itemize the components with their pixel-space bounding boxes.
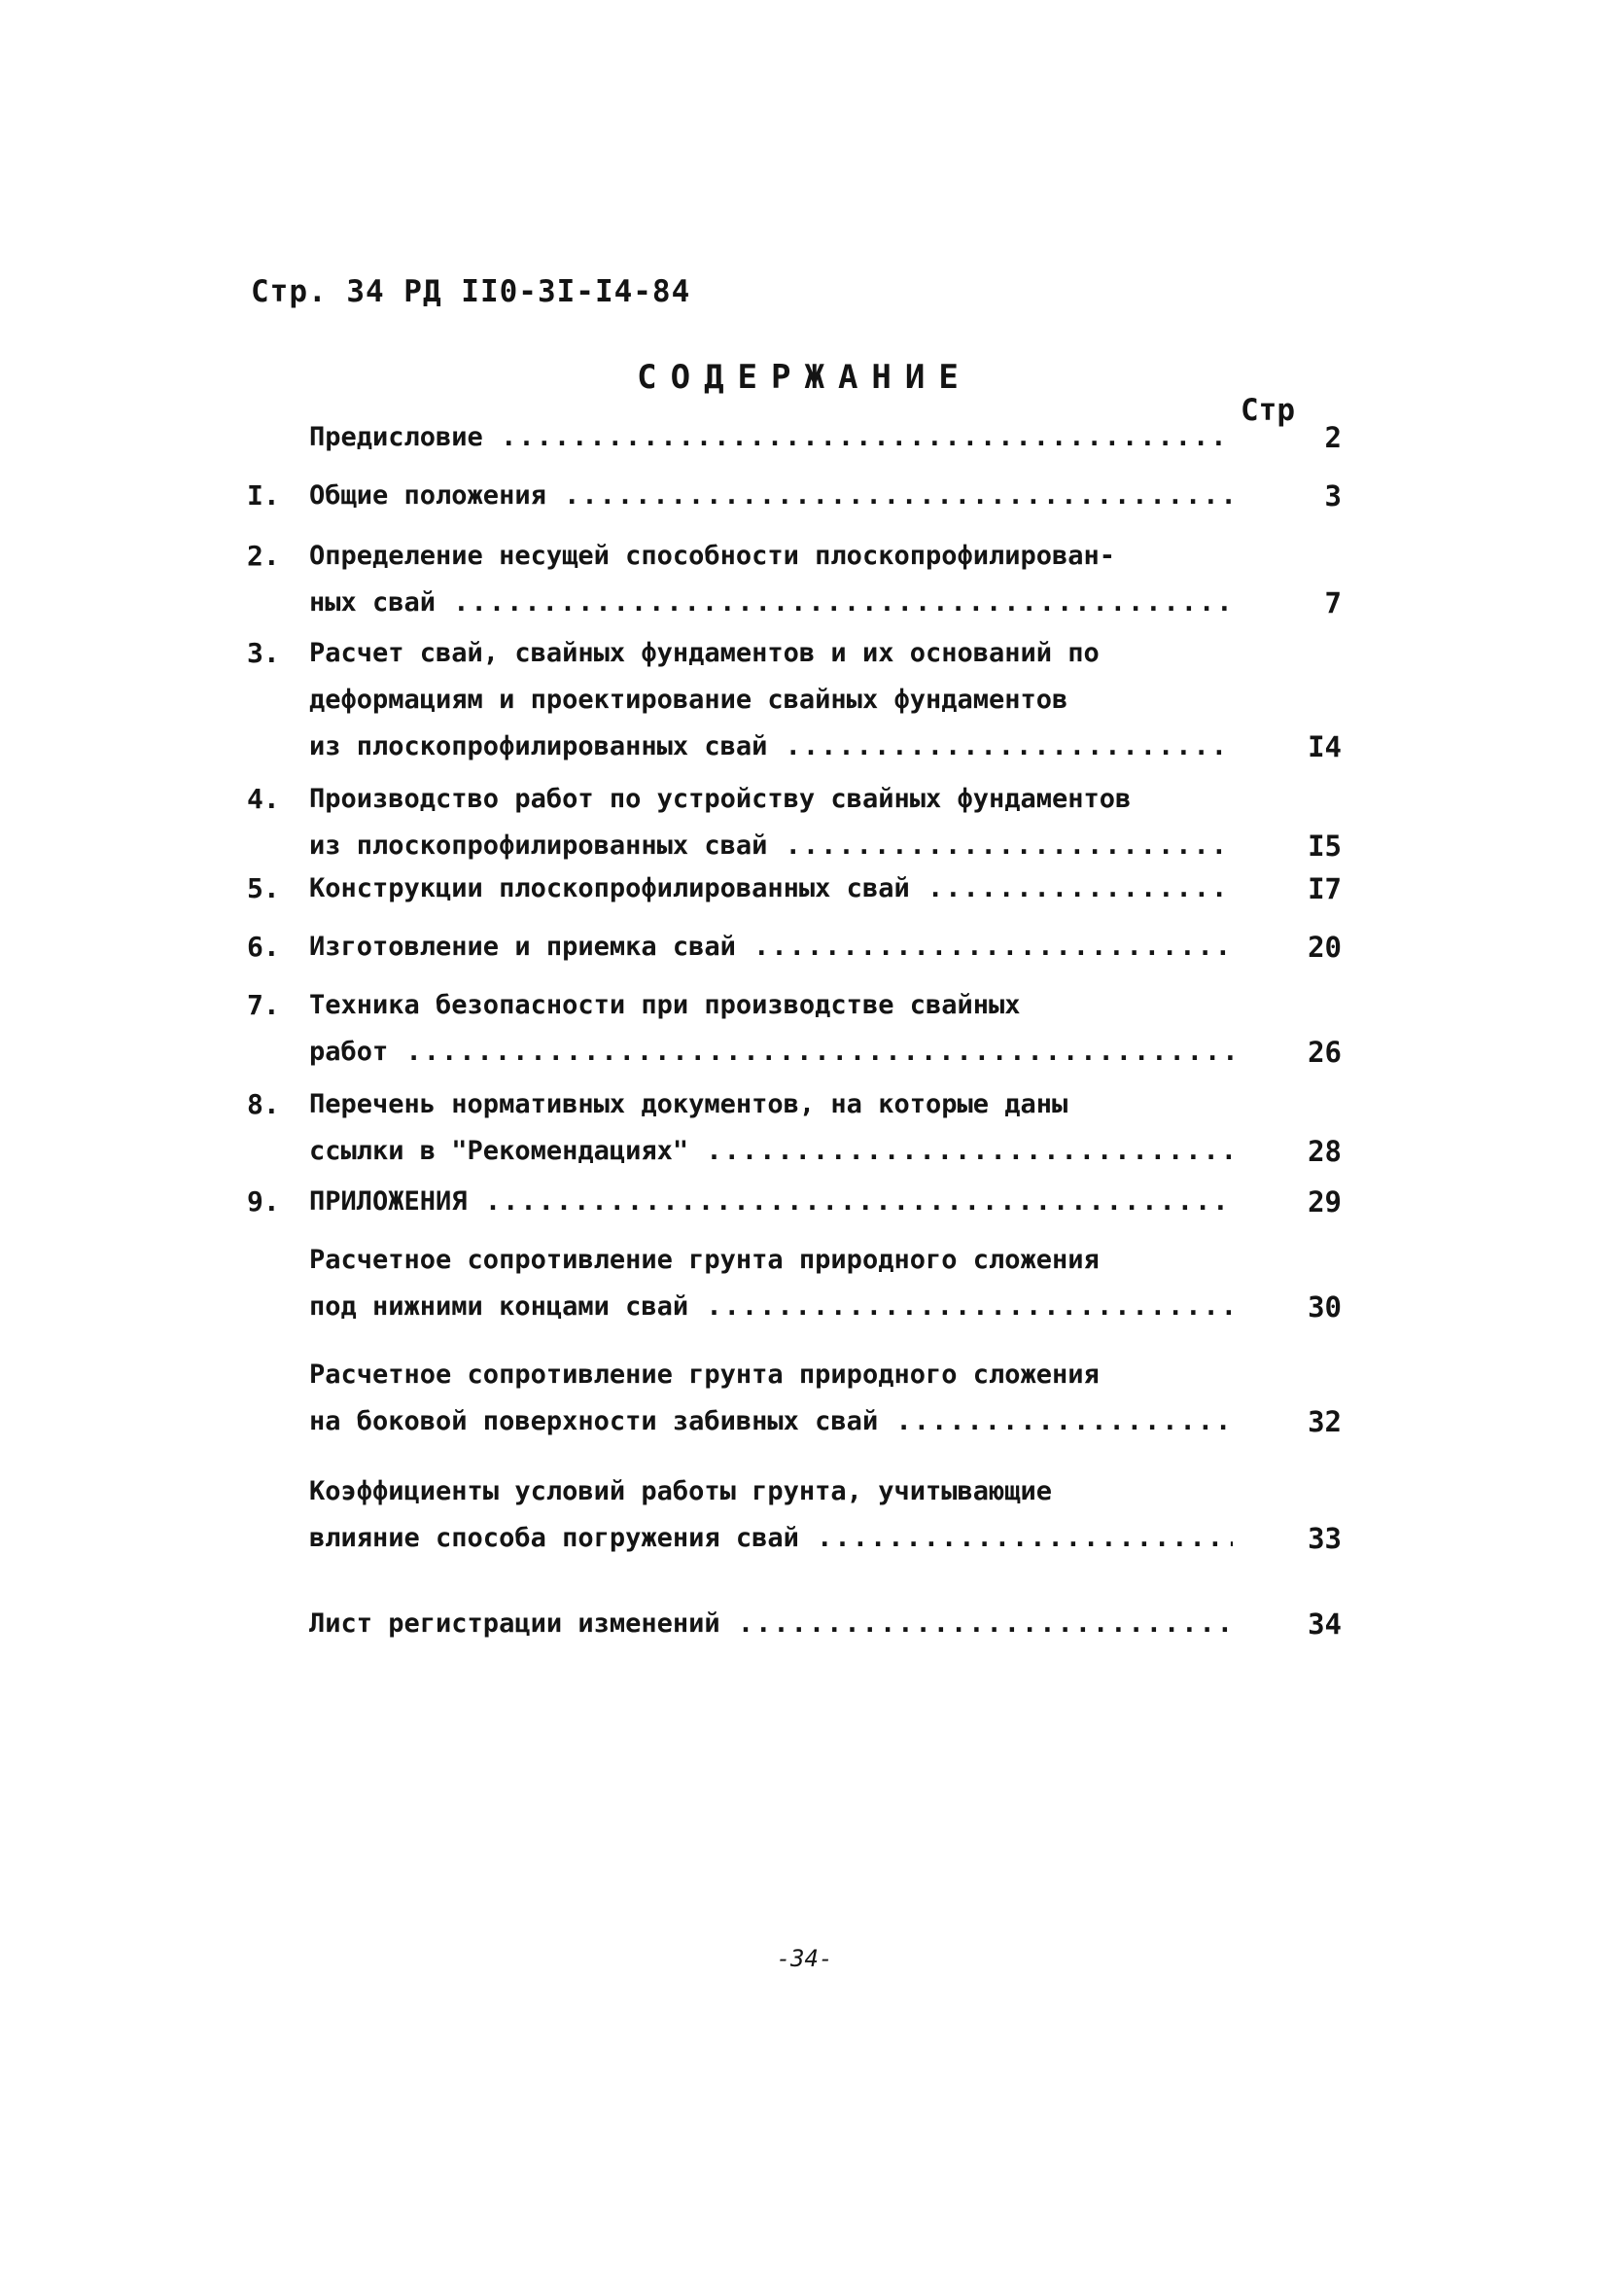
toc-entry-page: I7 [1308, 872, 1342, 905]
toc-entry-text: Перечень нормативных документов, на которые даны [309, 1089, 1068, 1119]
toc-entry-text: из плоскопрофилированных свай ..... [309, 829, 1233, 864]
toc-entry-page: 28 [1308, 1135, 1342, 1168]
toc-entry-number: 6. [247, 931, 280, 963]
page-number-footer: -34- [776, 1945, 833, 1972]
toc-entry-page: 34 [1308, 1607, 1342, 1641]
toc-entry-page: 3 [1324, 479, 1342, 512]
toc-entry-text: из плоскопрофилированных свай ..... [309, 729, 1233, 764]
toc-entry-text: Расчетное сопротивление грунта природного сложения [309, 1360, 1100, 1390]
toc-entry-page: 7 [1324, 586, 1342, 619]
toc-entry-text: Определение несущей способности плоскопрофилирован- [309, 541, 1116, 571]
toc-entry-text: Предисловие ..... [309, 420, 1233, 455]
toc-entry-number: 2. [247, 540, 280, 572]
toc-entry-number: 8. [247, 1088, 280, 1120]
page-column-label: Стр [1241, 393, 1295, 428]
toc-entry-page: 33 [1308, 1522, 1342, 1555]
page-title: СОДЕРЖАНИЕ [637, 358, 972, 397]
toc-entry-number: 7. [247, 989, 280, 1021]
toc-entry-number: 9. [247, 1185, 280, 1218]
toc-entry-number: 3. [247, 637, 280, 669]
toc-entry-text: на боковой поверхности забивных свай ..... [309, 1404, 1233, 1439]
toc-entry-text: Техника безопасности при производстве свайных [309, 990, 1021, 1020]
toc-entry-page: 29 [1308, 1185, 1342, 1219]
toc-entry-text: Расчетное сопротивление грунта природного сложения [309, 1245, 1100, 1275]
toc-entry-page: 2 [1324, 421, 1342, 454]
toc-entry-text: Лист регистрации изменений ..... [309, 1607, 1233, 1642]
toc-entry-text: ПРИЛОЖЕНИЯ ..... [309, 1184, 1233, 1219]
toc-entry-text: Конструкции плоскопрофилированных свай ..... [309, 871, 1233, 906]
toc-entry-text: под нижними концами свай ..... [309, 1289, 1233, 1325]
toc-entry-text: ных свай ..... [309, 585, 1233, 620]
toc-entry-page: 32 [1308, 1405, 1342, 1438]
toc-entry-page: 30 [1308, 1290, 1342, 1324]
toc-entry-text: Коэффициенты условий работы грунта, учитывающие [309, 1476, 1053, 1506]
toc-entry-text: Изготовление и приемка свай ..... [309, 930, 1233, 965]
toc-entry-text: влияние способа погружения свай ..... [309, 1521, 1233, 1556]
toc-entry-page: 20 [1308, 931, 1342, 964]
toc-entry-number: 5. [247, 872, 280, 904]
toc-entry-text: Расчет свай, свайных фундаментов и их оснований по [309, 638, 1100, 668]
toc-entry-text: ссылки в "Рекомендациях" ..... [309, 1134, 1233, 1169]
toc-entry-text: Производство работ по устройству свайных фундаментов [309, 784, 1132, 814]
toc-entry-text: Общие положения ..... [309, 478, 1233, 513]
toc-entry-number: I. [247, 479, 280, 512]
page-header: Стр. 34 РД II0-3I-I4-84 [251, 274, 691, 309]
toc-entry-page: 26 [1308, 1036, 1342, 1069]
toc-entry-text: деформациям и проектирование свайных фундаментов [309, 685, 1068, 715]
toc-entry-text: работ ..... [309, 1035, 1233, 1070]
toc-entry-page: I5 [1308, 830, 1342, 863]
toc-entry-page: I4 [1308, 730, 1342, 763]
toc-entry-number: 4. [247, 783, 280, 815]
